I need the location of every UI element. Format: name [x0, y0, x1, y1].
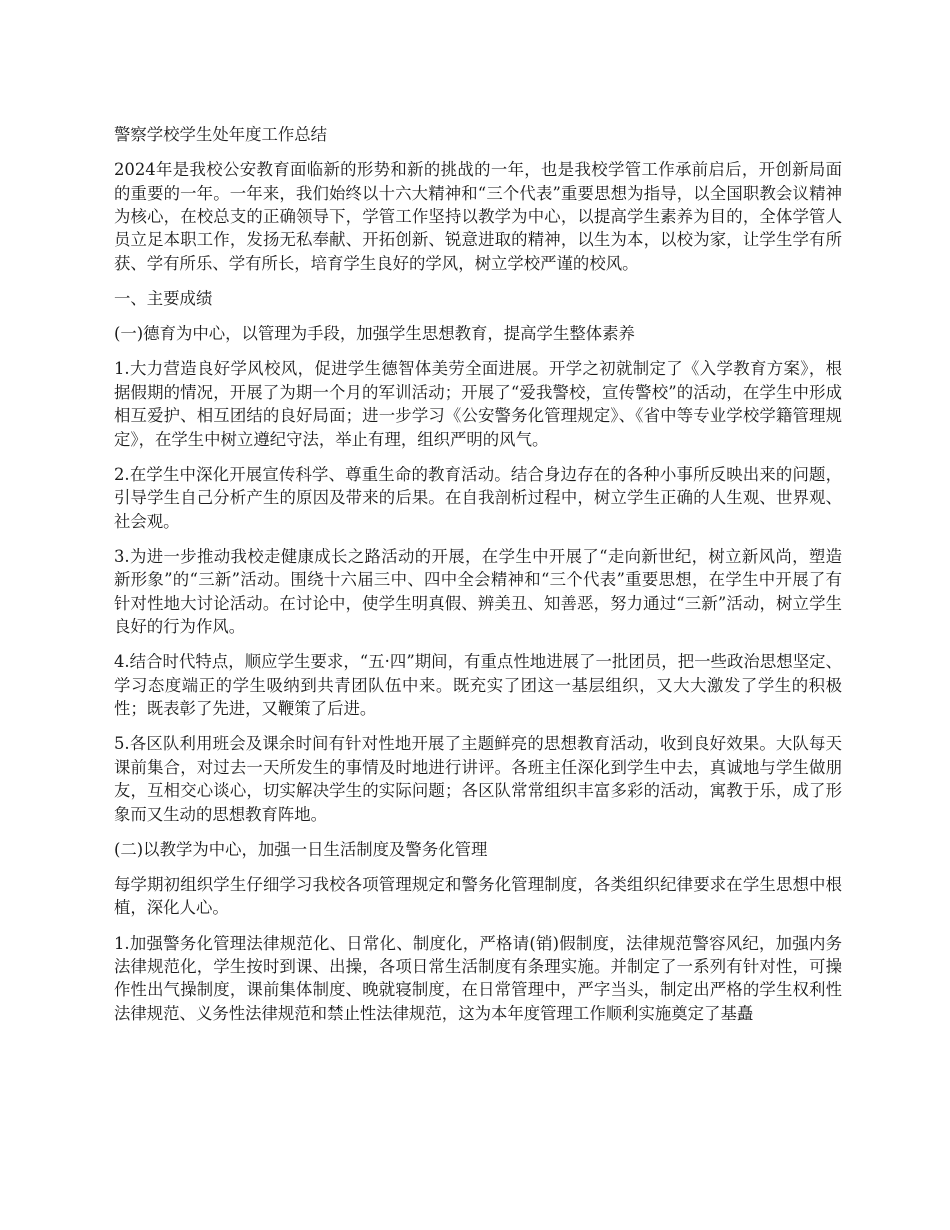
subsection-heading-teaching-center: (二)以教学为中心，加强一日生活制度及警务化管理	[114, 839, 488, 859]
section-heading-main-achievements: 一、主要成绩	[114, 289, 213, 309]
paragraph-item-2: 2.在学生中深化开展宣传科学、尊重生命的教育活动。结合身边存在的各种小事所反映出来的问题，引导学生自己分析产生的原因及带来的后果。在自我剖析过程中，树立学生正确的人生观、世界观、社会观。	[114, 464, 842, 531]
paragraph-item-5: 5.各区队利用班会及课余时间有针对性地开展了主题鲜亮的思想教育活动，收到良好效果。大队每天课前集合，对过去一天所发生的事情及时地进行讲评。各班主任深化到学生中去，真诚地与学生做朋友，互相交心谈心，切实解决学生的实际问题；各区队常常组织丰富多彩的活动，寓教于乐，成了形象而又生动的思想教育阵地。	[114, 734, 842, 824]
paragraph-item-4: 4.结合时代特点，顺应学生要求，“五·四”期间，有重点性地进展了一批团员，把一些政治思想坚定、学习态度端正的学生吸纳到共青团队伍中来。既充实了团这一基层组织，又大大激发了学生的积极性；既表彰了先进，又鞭策了后进。	[114, 652, 842, 719]
subsection-heading-moral-education: (一)德育为中心，以管理为手段，加强学生思想教育，提高学生整体素养	[114, 324, 635, 344]
paragraph-item-1: 1.大力营造良好学风校风，促进学生德智体美劳全面进展。开学之初就制定了《入学教育方案》，根据假期的情况，开展了为期一个月的军训活动；开展了“爱我警校，宣传警校”的活动，在学生中形成相互爱护、相互团结的良好局面；进一步学习《公安警务化管理规定》、《省中等专业学校学籍管理规定》，在学生中树立遵纪守法，举止有理，组织严明的风气。	[114, 359, 842, 449]
paragraph-management-rules: 每学期初组织学生仔细学习我校各项管理规定和警务化管理制度，各类组织纪律要求在学生思想中根植，深化人心。	[114, 874, 842, 918]
paragraph-item-policing-management: 1.加强警务化管理法律规范化、日常化、制度化，严格请(销)假制度，法律规范警容风纪，加强内务法律规范化，学生按时到课、出操，各项日常生活制度有条理实施。并制定了一系列有针对性，可操作性出气操制度，课前集体制度、晚就寝制度，在日常管理中，严字当头，制定出严格的学生权利性法律规范、义务性法律规范和禁止性法律规范，这为本年度管理工作顺利实施奠定了基矗	[114, 933, 842, 1023]
document-title: 警察学校学生处年度工作总结	[114, 125, 328, 144]
paragraph-intro: 2024年是我校公安教育面临新的形势和新的挑战的一年，也是我校学管工作承前启后，开创新局面的重要的一年。一年来，我们始终以十六大精神和“三个代表”重要思想为指导，以全国职教会议精神为核心，在校总支的正确领导下，学管工作坚持以教学为中心，以提高学生素养为目的，全体学管人员立足本职工作，发扬无私奉献、开拓创新、锐意进取的精神，以生为本，以校为家，让学生学有所获、学有所乐、学有所长，培育学生良好的学风，树立学校严谨的校风。	[114, 160, 842, 273]
paragraph-item-3: 3.为进一步推动我校走健康成长之路活动的开展，在学生中开展了“走向新世纪，树立新风尚，塑造新形象”的“三新”活动。围绕十六届三中、四中全会精神和“三个代表”重要思想，在学生中开展了有针对性地大讨论活动。在讨论中，使学生明真假、辨美丑、知善恶，努力通过“三新”活动，树立学生良好的行为作风。	[114, 546, 842, 637]
